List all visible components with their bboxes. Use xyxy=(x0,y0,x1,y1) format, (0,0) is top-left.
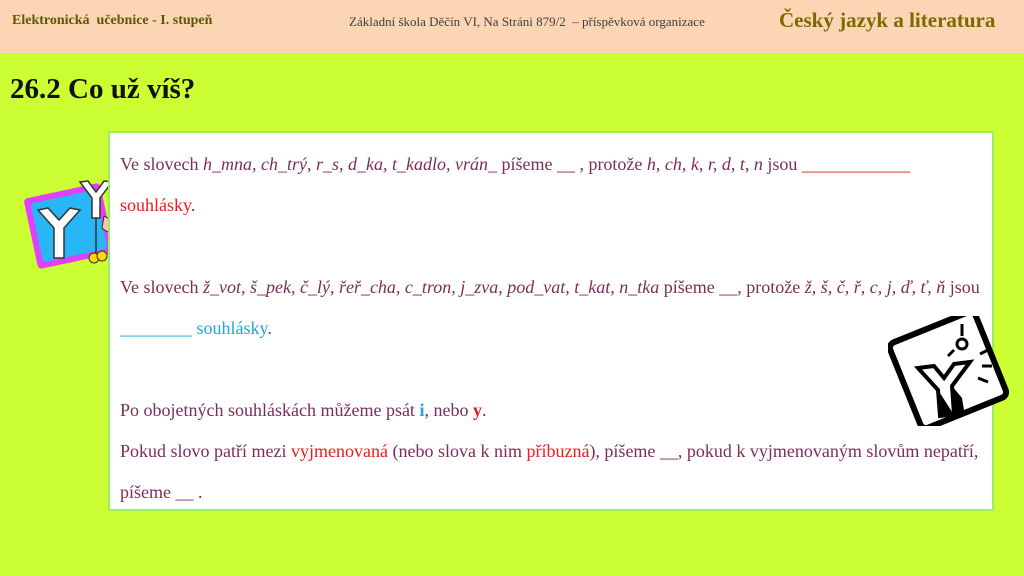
content-box xyxy=(108,131,994,511)
p2-term: souhlásky xyxy=(196,318,268,338)
p4-term2: příbuzná xyxy=(526,441,590,461)
p2-intro: Ve slovech xyxy=(120,277,203,297)
y-construction-icon xyxy=(888,316,1020,426)
header-left-text: Elektronická učebnice - I. stupeň xyxy=(12,13,213,28)
paragraph-3 xyxy=(120,390,988,431)
content-text xyxy=(120,144,988,513)
p1-words: h_mna, ch_trý, r_s, d_ka, t_kadlo, vrán_ xyxy=(202,154,497,174)
p3-text: , nebo xyxy=(424,400,473,420)
paragraph-4 xyxy=(120,431,988,513)
p3-intro: Po obojetných souhláskách můžeme psát xyxy=(120,400,420,420)
p4-term1: vyjmenovaná xyxy=(290,441,388,461)
p2-text: píšeme __, protože xyxy=(659,277,805,297)
p1-text: píšeme __ , protože xyxy=(496,154,647,174)
p4-text: (nebo slova k nim xyxy=(387,441,527,461)
p1-jsou: jsou xyxy=(762,154,802,174)
p2-blank: ________ xyxy=(120,318,192,338)
header-bar xyxy=(0,0,1024,53)
p1-letters: h, ch, k, r, d, t, n xyxy=(646,154,763,174)
p3-y: y xyxy=(472,400,482,420)
p4-intro: Pokud slovo patří mezi xyxy=(120,441,291,461)
p1-intro: Ve slovech xyxy=(120,154,203,174)
y-letters-icon xyxy=(24,176,120,272)
p1-end: . xyxy=(190,195,196,215)
p2-end: . xyxy=(267,318,272,338)
page-title: 26.2 Co už víš? xyxy=(10,73,196,105)
p3-i: i xyxy=(419,400,425,420)
p2-jsou: jsou xyxy=(945,277,980,297)
header-school-text: Základní škola Děčín VI, Na Stráni 879/2 – příspěvková organizace xyxy=(349,14,705,29)
paragraph-1 xyxy=(120,144,988,226)
p3-end: . xyxy=(481,400,487,420)
paragraph-2 xyxy=(120,267,988,349)
p1-blank: ____________ xyxy=(801,154,910,174)
p4-rest: ), píšeme __, pokud k vyjmenovaným slovům nepatří, píšeme __ . xyxy=(120,441,979,502)
p2-letters: ž, š, č, ř, c, j, ď, ť, ň xyxy=(804,277,946,297)
p1-term: souhlásky xyxy=(120,195,191,215)
header-subject-text: Český jazyk a literatura xyxy=(779,8,996,32)
p2-words: ž_vot, š_pek, č_lý, řeř_cha, c_tron, j_zva, pod_vat, t_kat, n_tka xyxy=(202,277,660,297)
